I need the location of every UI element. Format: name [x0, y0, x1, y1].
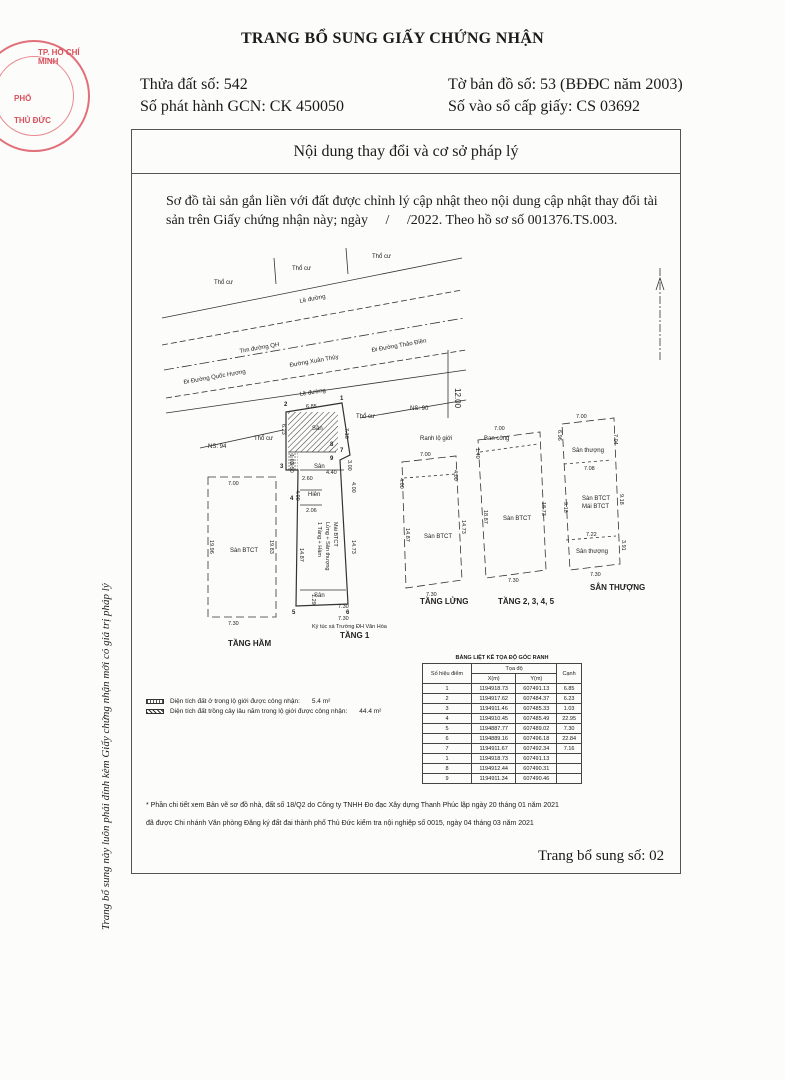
dimension-label: 7.00 [228, 481, 239, 487]
plan-caption: TẦNG 2, 3, 4, 5 [498, 597, 555, 606]
cell-point: 4 [423, 714, 472, 724]
floor-label: 1 Tầng + Hầm [316, 522, 322, 557]
dimension-label: 14.73 [460, 520, 466, 534]
floor-label: Sàn BTCT [230, 548, 259, 554]
certificate-issue-number: Số phát hành GCN: CK 450050 [140, 98, 344, 115]
dimension-label: 7.00 [576, 414, 587, 420]
cell-point: 5 [423, 724, 472, 734]
dimension-label: 7.30 [508, 578, 519, 584]
seal-text: THỦ ĐỨC [14, 116, 51, 125]
road-label: Tim đường QH [239, 342, 280, 355]
legend-item [146, 698, 330, 705]
rooftop-line [564, 460, 612, 464]
dimension-label: 7.30 [338, 616, 349, 622]
dimension-label: 4.00 [398, 478, 404, 489]
road-label: Đi Đường Quốc Hương [183, 369, 247, 386]
floor-label: Hiên [308, 492, 321, 498]
corner-point-label: 7 [340, 448, 344, 454]
setback-line [404, 474, 456, 478]
plan-caption: TẦNG LỬNG [420, 597, 469, 606]
register-number: Số vào sổ cấp giấy: CS 03692 [448, 98, 640, 115]
plan-caption: TẦNG HẦM [228, 639, 272, 648]
corner-point-label: 1 [340, 396, 344, 402]
header-x: X(m) [471, 674, 515, 684]
corner-point-label: 9 [330, 456, 334, 462]
upper-floors-outline [478, 432, 546, 578]
dimension-label: 19.83 [268, 540, 274, 554]
cell-edge: 7.16 [557, 744, 582, 754]
cell-edge: 22.84 [557, 734, 582, 744]
cell-edge: 1.03 [557, 704, 582, 714]
seal-text: TP. HỒ CHÍ MINH [38, 48, 80, 66]
cell-y: 607485.33 [516, 704, 557, 714]
road-label: Đi Đường Thảo Điền [371, 338, 428, 354]
dimension-label: 7.22 [586, 532, 597, 538]
floor-label: Mái BTCT [582, 504, 609, 510]
floor-label: Sân thượng [572, 448, 604, 454]
cell-x: 1194910.45 [471, 714, 515, 724]
cell-edge: 22.95 [557, 714, 582, 724]
plan-caption: TẦNG 1 [340, 631, 370, 640]
cell-edge [557, 774, 582, 784]
corner-point-label: 2 [284, 402, 288, 408]
parcel-number: Thửa đất số: 542 [140, 76, 248, 93]
table-row [423, 734, 582, 744]
floor-label: Sân thượng [576, 549, 608, 555]
cell-y: 607492.34 [516, 744, 557, 754]
dimension-label: 14.73 [350, 540, 356, 554]
neighbor-label: Ký túc xá Trường ĐH Văn Hóa [312, 624, 387, 630]
cell-x: 1194918.73 [471, 684, 515, 694]
cell-y: 607484.37 [516, 694, 557, 704]
dimension-label: 3.50 [288, 462, 294, 473]
dotted-swatch [146, 699, 164, 704]
cell-x: 1194911.34 [471, 774, 515, 784]
dimension-label: 4.00 [452, 470, 458, 481]
cell-x: 1194912.44 [471, 764, 515, 774]
floor-label: Mái BTCT [332, 522, 338, 547]
cell-point: 1 [423, 754, 472, 764]
cell-x: 1194911.67 [471, 744, 515, 754]
floor-label: Sân [314, 464, 325, 470]
cell-y: 607490.31 [516, 764, 557, 774]
table-row [423, 704, 582, 714]
dimension-label: 9.18 [618, 494, 624, 505]
cell-point: 6 [423, 734, 472, 744]
floor-label: Ranh lộ giới [420, 436, 453, 442]
floor-label: Sân [312, 426, 323, 432]
corner-point-label: 8 [330, 442, 334, 448]
table-row [423, 724, 582, 734]
dimension-label: 1.03 [288, 454, 294, 465]
dimension-label: 18.73 [540, 502, 546, 516]
cell-point: 1 [423, 684, 472, 694]
dimension-label: 7.00 [494, 426, 505, 432]
table-row [423, 714, 582, 724]
dimension-label: 7.30 [228, 621, 239, 627]
dimension-label: 7.30 [590, 572, 601, 578]
corner-point-label: 5 [292, 610, 296, 616]
dimension-label: 7.30 [338, 604, 349, 610]
coordinate-table-caption: BẢNG LIỆT KÊ TỌA ĐỘ GÓC RANH [455, 655, 549, 661]
legend-area: 44.4 m² [359, 708, 382, 715]
header-y: Y(m) [516, 674, 557, 684]
neighbor-number: NS: 94 [208, 444, 227, 450]
table-row [423, 744, 582, 754]
road-label: Đường Xuân Thủy [289, 354, 340, 369]
dimension-label: 18.87 [482, 510, 488, 524]
dimension-label: 4.40 [326, 470, 337, 476]
road-label: Lề đường [299, 387, 327, 398]
floor-label: Ban công [484, 436, 510, 442]
neighbor-label: Thổ cư [214, 280, 234, 286]
coordinate-table [422, 655, 582, 784]
section-header: Nội dung thay đổi và cơ sở pháp lý [132, 130, 680, 174]
page-title: TRANG BỔ SUNG GIẤY CHỨNG NHẬN [240, 30, 545, 47]
update-note-line: sản trên Giấy chứng nhận này; ngày / /2022. Theo hồ sơ số 001376.TS.003. [166, 213, 618, 228]
lot-divider-line [274, 258, 276, 284]
basement-outline [208, 477, 276, 617]
dimension-label: 14.87 [298, 548, 304, 562]
floor-label: Lửng + Sân thượng [324, 522, 330, 571]
update-note-line: Sơ đồ tài sản gắn liền với đất được chỉnh lý cập nhật theo nội dung cập nhật thay đổi tài [166, 194, 658, 209]
balcony-line [480, 444, 538, 452]
dimension-label: 9.18 [562, 502, 568, 513]
cell-point: 9 [423, 774, 472, 784]
table-row [423, 754, 582, 764]
floor-label: Sàn BTCT [424, 534, 453, 540]
dimension-label: 1.29 [310, 594, 316, 605]
table-row [423, 764, 582, 774]
cell-edge: 7.30 [557, 724, 582, 734]
cell-edge [557, 764, 582, 774]
dimension-label: 2.60 [302, 476, 313, 482]
cell-point: 7 [423, 744, 472, 754]
dimension-label: 2.06 [306, 508, 317, 514]
cell-point: 3 [423, 704, 472, 714]
header-coord: Tọa độ [471, 664, 556, 674]
legend-label: Diện tích đất trồng cây lâu năm trong lộ giới được công nhận: [170, 708, 348, 715]
dimension-label: 1.40 [474, 448, 480, 459]
legend-label: Diện tích đất ở trong lộ giới được công nhận: [170, 698, 300, 705]
cell-y: 607491.13 [516, 684, 557, 694]
table-row [423, 694, 582, 704]
lot-divider-line [346, 248, 348, 274]
dimension-label: 14.87 [404, 528, 410, 542]
dimension-label: 6.85 [306, 404, 317, 410]
road-edge-line [162, 258, 462, 318]
cell-y: 607490.46 [516, 774, 557, 784]
legend-area: 5.4 m² [311, 698, 331, 705]
dimension-label: 7.16 [343, 428, 349, 439]
road-label: Lề đường [299, 294, 327, 305]
dimension-label: 4.00 [350, 482, 356, 493]
cell-point: 8 [423, 764, 472, 774]
neighbor-label: Thổ cư [292, 266, 312, 272]
cell-x: 1194887.77 [471, 724, 515, 734]
corner-point-label: 4 [290, 496, 294, 502]
neighbor-label: Thổ cư [356, 414, 376, 420]
neighbor-label: Thổ cư [254, 436, 274, 442]
footnote: * Phần chi tiết xem Bản vẽ sơ đồ nhà, đất số 18/Q2 do Công ty TNHH Đo đạc Xây dựng Thanh Phúc lập ngày 20 tháng 01 năm 2021 [146, 802, 559, 809]
header-point: Số hiệu điểm [423, 664, 472, 684]
footnote: đã được Chi nhánh Văn phòng Đăng ký đất đai thành phố Thủ Đức kiểm tra nội nghiệp số 0015, ngày 04 tháng 03 năm 2021 [146, 820, 534, 827]
cell-y: 607489.02 [516, 724, 557, 734]
corner-point-label: 6 [346, 610, 350, 616]
header-edge: Cạnh [557, 664, 582, 684]
map-sheet-number: Tờ bản đồ số: 53 (BĐĐC năm 2003) [448, 76, 683, 93]
floor-label: Sân [314, 593, 325, 599]
floor-label: Sàn BTCT [503, 516, 532, 522]
rooftop-outline [562, 418, 620, 570]
cell-y: 607491.13 [516, 754, 557, 764]
dimension-label: 3.00 [346, 460, 352, 471]
table-row [423, 684, 582, 694]
hatched-swatch [146, 709, 164, 714]
dimension-label: 7.30 [426, 592, 437, 598]
legend-item [146, 708, 381, 715]
dimension-label: 6.96 [556, 430, 562, 441]
corner-point-label: 3 [280, 464, 284, 470]
cell-x: 1194918.73 [471, 754, 515, 764]
seal-text: PHỐ [14, 94, 32, 103]
dimension-label: 6.23 [280, 424, 286, 435]
plan-caption: SÂN THƯỢNG [590, 583, 646, 592]
cell-edge: 6.85 [557, 684, 582, 694]
cell-edge [557, 754, 582, 764]
side-legal-note: Trang bổ sung này luôn phải đính kèm Giấy chứng nhận mới có giá trị pháp lý [100, 583, 112, 930]
cell-y: 607496.18 [516, 734, 557, 744]
cell-edge: 6.23 [557, 694, 582, 704]
cell-y: 607485.49 [516, 714, 557, 724]
dimension-label: 19.96 [208, 540, 214, 554]
dimension-label: 3.91 [620, 540, 626, 551]
road-width-label: 12.00 [453, 388, 462, 409]
supplement-page-number: Trang bổ sung số: 02 [538, 848, 665, 864]
dimension-label: 7.04 [612, 434, 618, 445]
neighbor-label: Thổ cư [372, 254, 392, 260]
floor-label: Sàn BTCT [582, 496, 611, 502]
cell-point: 2 [423, 694, 472, 704]
dimension-label: 4.00 [294, 490, 300, 501]
neighbor-number: NS: 90 [410, 406, 429, 412]
cell-x: 1194889.16 [471, 734, 515, 744]
dimension-label: 7.00 [420, 452, 431, 458]
dimension-label: 7.08 [584, 466, 595, 472]
table-row [423, 774, 582, 784]
cell-x: 1194911.46 [471, 704, 515, 714]
cell-x: 1194917.62 [471, 694, 515, 704]
